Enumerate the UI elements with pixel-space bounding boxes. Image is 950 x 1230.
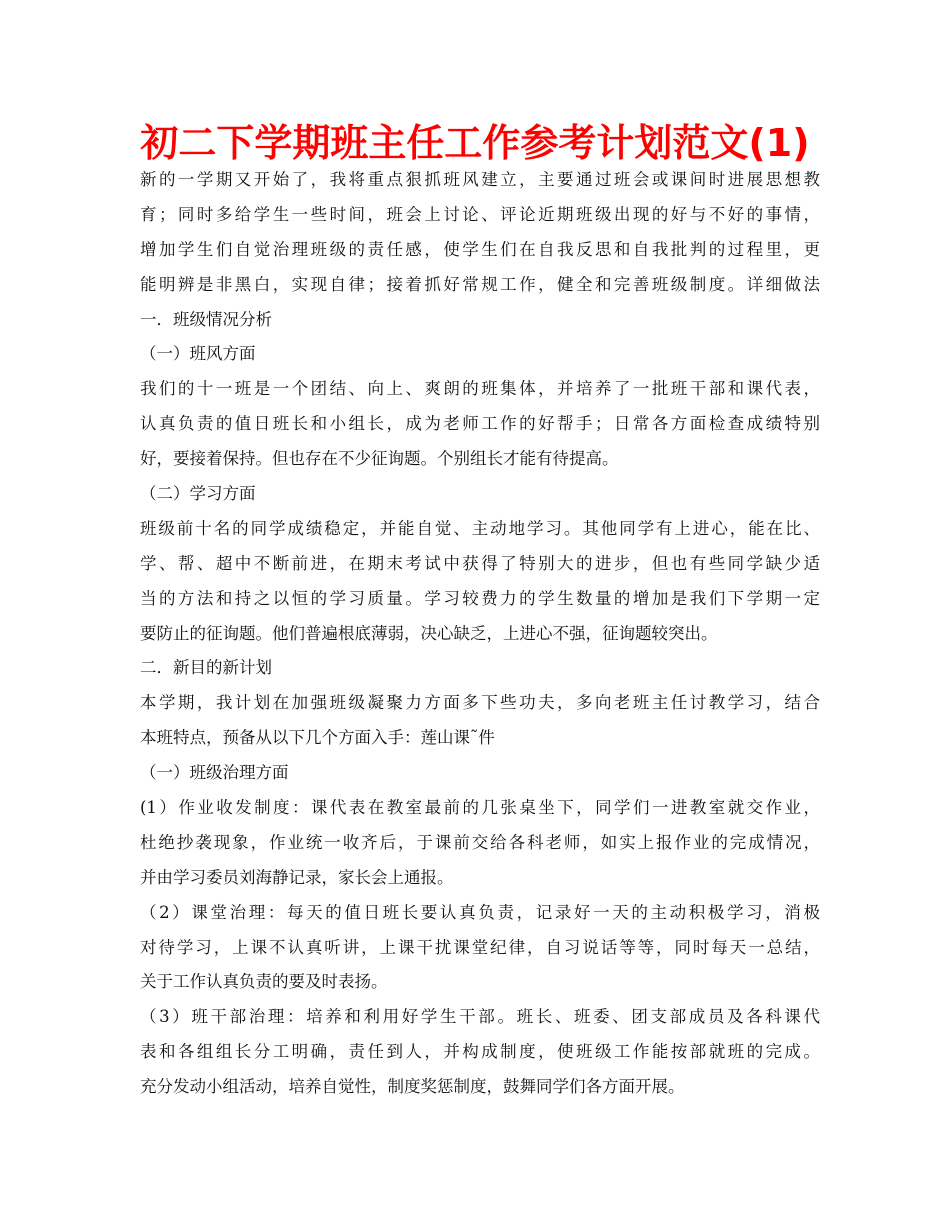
text-line: 充分发动小组活动，培养自觉性，制度奖惩制度，鼓舞同学们各方面开展。: [140, 1077, 685, 1097]
text-line: （二）学习方面: [140, 484, 256, 504]
text-line: （2）课堂治理：每天的值日班长要认真负责，记录好一天的主动积极学习，消极: [140, 902, 820, 922]
text-line: 学、帮、超中不断前进，在期末考试中获得了特别大的进步，但也有些同学缺少适: [140, 553, 820, 573]
text-line: 并由学习委员刘海静记录，家长会上通报。: [140, 867, 454, 887]
text-line: 一．班级情况分析: [140, 309, 272, 329]
text-line: 当的方法和持之以恒的学习质量。学习较费力的学生数量的增加是我们下学期一定: [140, 588, 820, 608]
document-title: 初二下学期班主任工作参考计划范文(1): [140, 121, 810, 165]
text-line: （一）班级治理方面: [140, 763, 289, 783]
text-line: 新的一学期又开始了，我将重点狠抓班风建立，主要通过班会或课间时进展思想教: [140, 170, 820, 189]
text-line: 好，要接着保持。但也存在不少征询题。个别组长才能有待提高。: [140, 449, 619, 469]
text-line: 班级前十名的同学成绩稳定，并能自觉、主动地学习。其他同学有上进心，能在比、: [140, 518, 820, 538]
text-line: （一）班风方面: [140, 344, 256, 364]
text-line: 增加学生们自觉治理班级的责任感，使学生们在自我反思和自我批判的过程里，更: [140, 239, 820, 259]
text-line: （3）班干部治理：培养和利用好学生干部。班长、班委、团支部成员及各科课代: [140, 1007, 820, 1027]
text-line: 本班特点，预备从以下几个方面入手：莲山课˜件: [140, 728, 495, 748]
text-line: 二．新目的新计划: [140, 658, 272, 678]
text-line: 我们的十一班是一个团结、向上、爽朗的班集体，并培养了一批班干部和课代表，: [140, 379, 820, 399]
text-line: 杜绝抄袭现象，作业统一收齐后，于课前交给各科老师，如实上报作业的完成情况，: [140, 832, 820, 852]
text-line: 本学期，我计划在加强班级凝聚力方面多下些功夫，多向老班主任讨教学习，结合: [140, 693, 820, 713]
text-line: 认真负责的值日班长和小组长，成为老师工作的好帮手；日常各方面检查成绩特别: [140, 414, 820, 434]
document-body: [140, 163, 820, 1105]
text-line: 表和各组组长分工明确，责任到人，并构成制度，使班级工作能按部就班的完成。: [140, 1042, 820, 1062]
text-line: 要防止的征询题。他们普遍根底薄弱，决心缺乏，上进心不强，征询题较突出。: [140, 623, 718, 643]
text-line: 关于工作认真负责的要及时表扬。: [140, 972, 388, 992]
text-line: (1）作业收发制度：课代表在教室最前的几张桌坐下，同学们一进教室就交作业，: [140, 798, 820, 818]
text-line: 对待学习，上课不认真听讲，上课干扰课堂纪律，自习说话等等，同时每天一总结，: [140, 937, 820, 957]
text-line: 能明辨是非黑白，实现自律；接着抓好常规工作，健全和完善班级制度。详细做法: [140, 274, 820, 294]
text-line: 育；同时多给学生一些时间，班会上讨论、评论近期班级出现的好与不好的事情，: [140, 204, 820, 224]
